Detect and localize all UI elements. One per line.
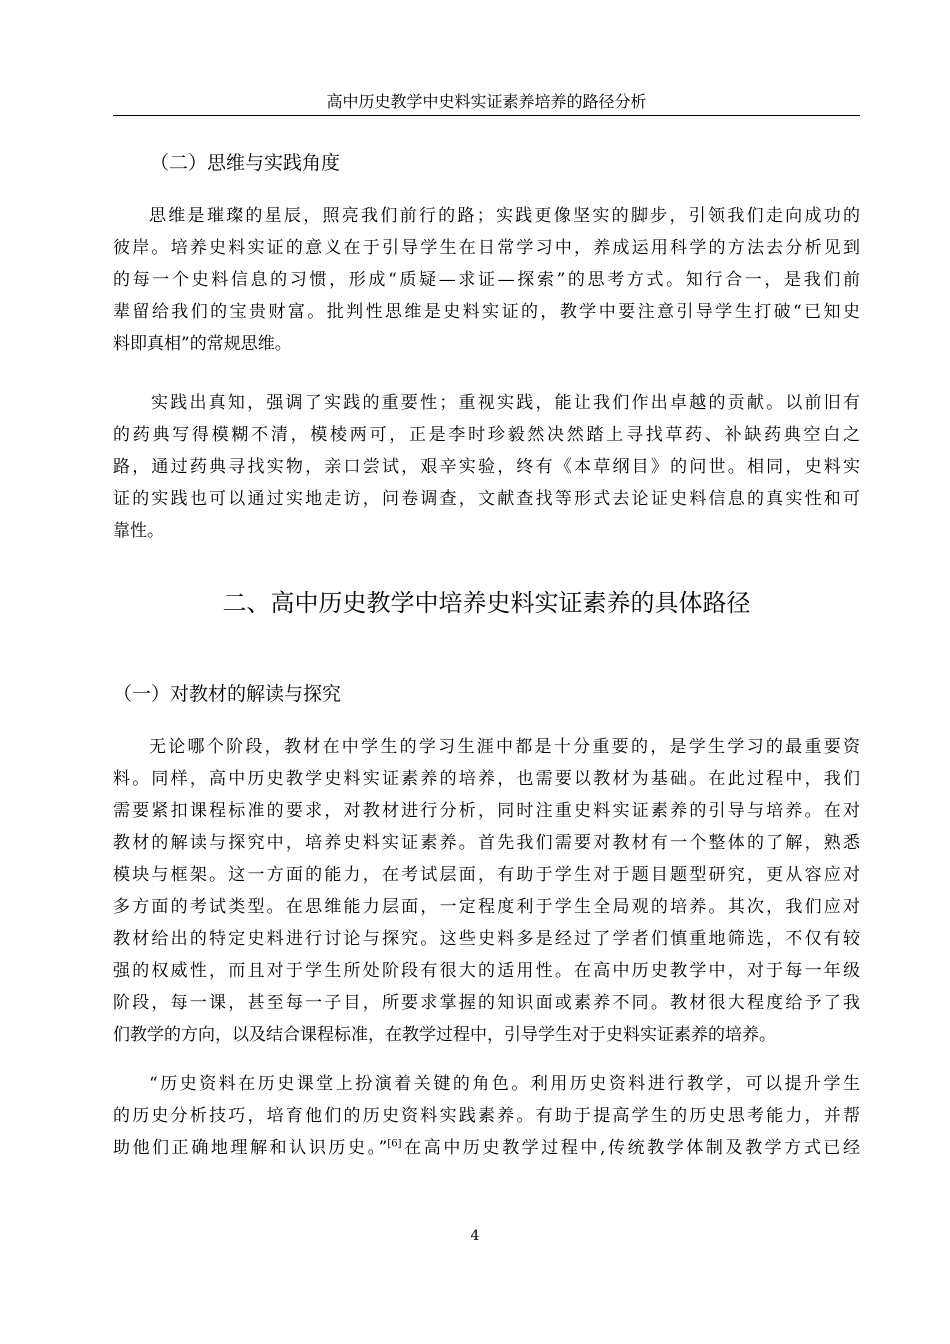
text-line: 模块与框架。这一方面的能力，在考试层面，有助于学生对于题目题型研究，更从容应对: [113, 865, 860, 885]
paragraph-thinking: [113, 200, 860, 360]
continuation-text: 在高中历史教学过程中,传统教学体制及教学方式已经: [401, 1138, 860, 1158]
text-line: 思维是璀璨的星辰，照亮我们前行的路；实践更像坚实的脚步，引领我们走向成功的: [149, 206, 860, 226]
text-line: 彼岸。培养史料实证的意义在于引导学生在日常学习中，养成运用科学的方法去分析见到: [113, 238, 860, 258]
section-heading-thinking-practice: （二）思维与实践角度: [150, 152, 341, 174]
text-line: 多方面的考试类型。在思维能力层面，一定程度利于学生全局观的培养。其次，我们应对: [113, 897, 860, 917]
text-line: 教材的解读与探究中，培养史料实证素养。首先我们需要对教材有一个整体的了解，熟悉: [113, 833, 860, 853]
text-line: 的每一个史料信息的习惯，形成“质疑—求证—探索”的思考方式。知行合一，是我们前: [113, 270, 860, 290]
section-heading-textbook: （一）对教材的解读与探究: [113, 683, 342, 705]
page-number: 4: [470, 1228, 480, 1244]
citation-marker: [6]: [387, 1138, 402, 1150]
text-line: 路，通过药典寻找实物，亲口尝试，艰辛实验，终有《本草纲目》的问世。相同，史料实: [113, 457, 860, 477]
text-line: “历史资料在历史课堂上扮演着关键的角色。利用历史资料进行教学，可以提升学生: [149, 1074, 860, 1094]
text-line: 无论哪个阶段，教材在中学生的学习生涯中都是十分重要的，是学生学习的最重要资: [149, 737, 860, 757]
text-line: 料。同样，高中历史教学史料实证素养的培养，也需要以教材为基础。在此过程中，我们: [113, 769, 860, 789]
paragraph-practice: [113, 387, 860, 547]
text-line: [113, 1132, 860, 1164]
paragraph-historical-materials: [113, 1068, 860, 1164]
running-header: 高中历史教学中史料实证素养培养的路径分析: [113, 91, 860, 116]
text-line: 们教学的方向，以及结合课程标准，在教学过程中，引导学生对于史料实证素养的培养。: [113, 1025, 776, 1045]
text-line: 证的实践也可以通过实地走访，问卷调查，文献查找等形式去论证史料信息的真实性和可: [113, 489, 860, 509]
text-line: 辈留给我们的宝贵财富。批判性思维是史料实证的，教学中要注意引导学生打破“已知史: [113, 302, 860, 322]
text-line: 的药典写得模糊不清，模棱两可，正是李时珍毅然决然踏上寻找草药、补缺药典空白之: [113, 425, 860, 445]
text-line: 需要紧扣课程标准的要求，对教材进行分析，同时注重史料实证素养的引导与培养。在对: [113, 801, 860, 821]
chapter-heading: 二、高中历史教学中培养史料实证素养的具体路径: [222, 589, 751, 617]
text-line: 阶段，每一课，甚至每一子目，所要求掌握的知识面或素养不同。教材很大程度给予了我: [113, 993, 860, 1013]
text-line: 强的权威性，而且对于学生所处阶段有很大的适用性。在高中历史教学中，对于每一年级: [113, 961, 860, 981]
text-line: 的历史分析技巧，培育他们的历史资料实践素养。有助于提高学生的历史思考能力，并帮: [113, 1106, 860, 1126]
text-line: 教材给出的特定史料进行讨论与探究。这些史料多是经过了学者们慎重地筛选，不仅有较: [113, 929, 860, 949]
text-line: 料即真相”的常规思维。: [113, 334, 292, 354]
text-line: 实践出真知，强调了实践的重要性；重视实践，能让我们作出卓越的贡献。以前旧有: [151, 393, 860, 413]
paragraph-textbook: [113, 731, 860, 1051]
quote-text: 助他们正确地理解和认识历史。”: [113, 1138, 388, 1158]
text-line: 靠性。: [113, 521, 164, 541]
